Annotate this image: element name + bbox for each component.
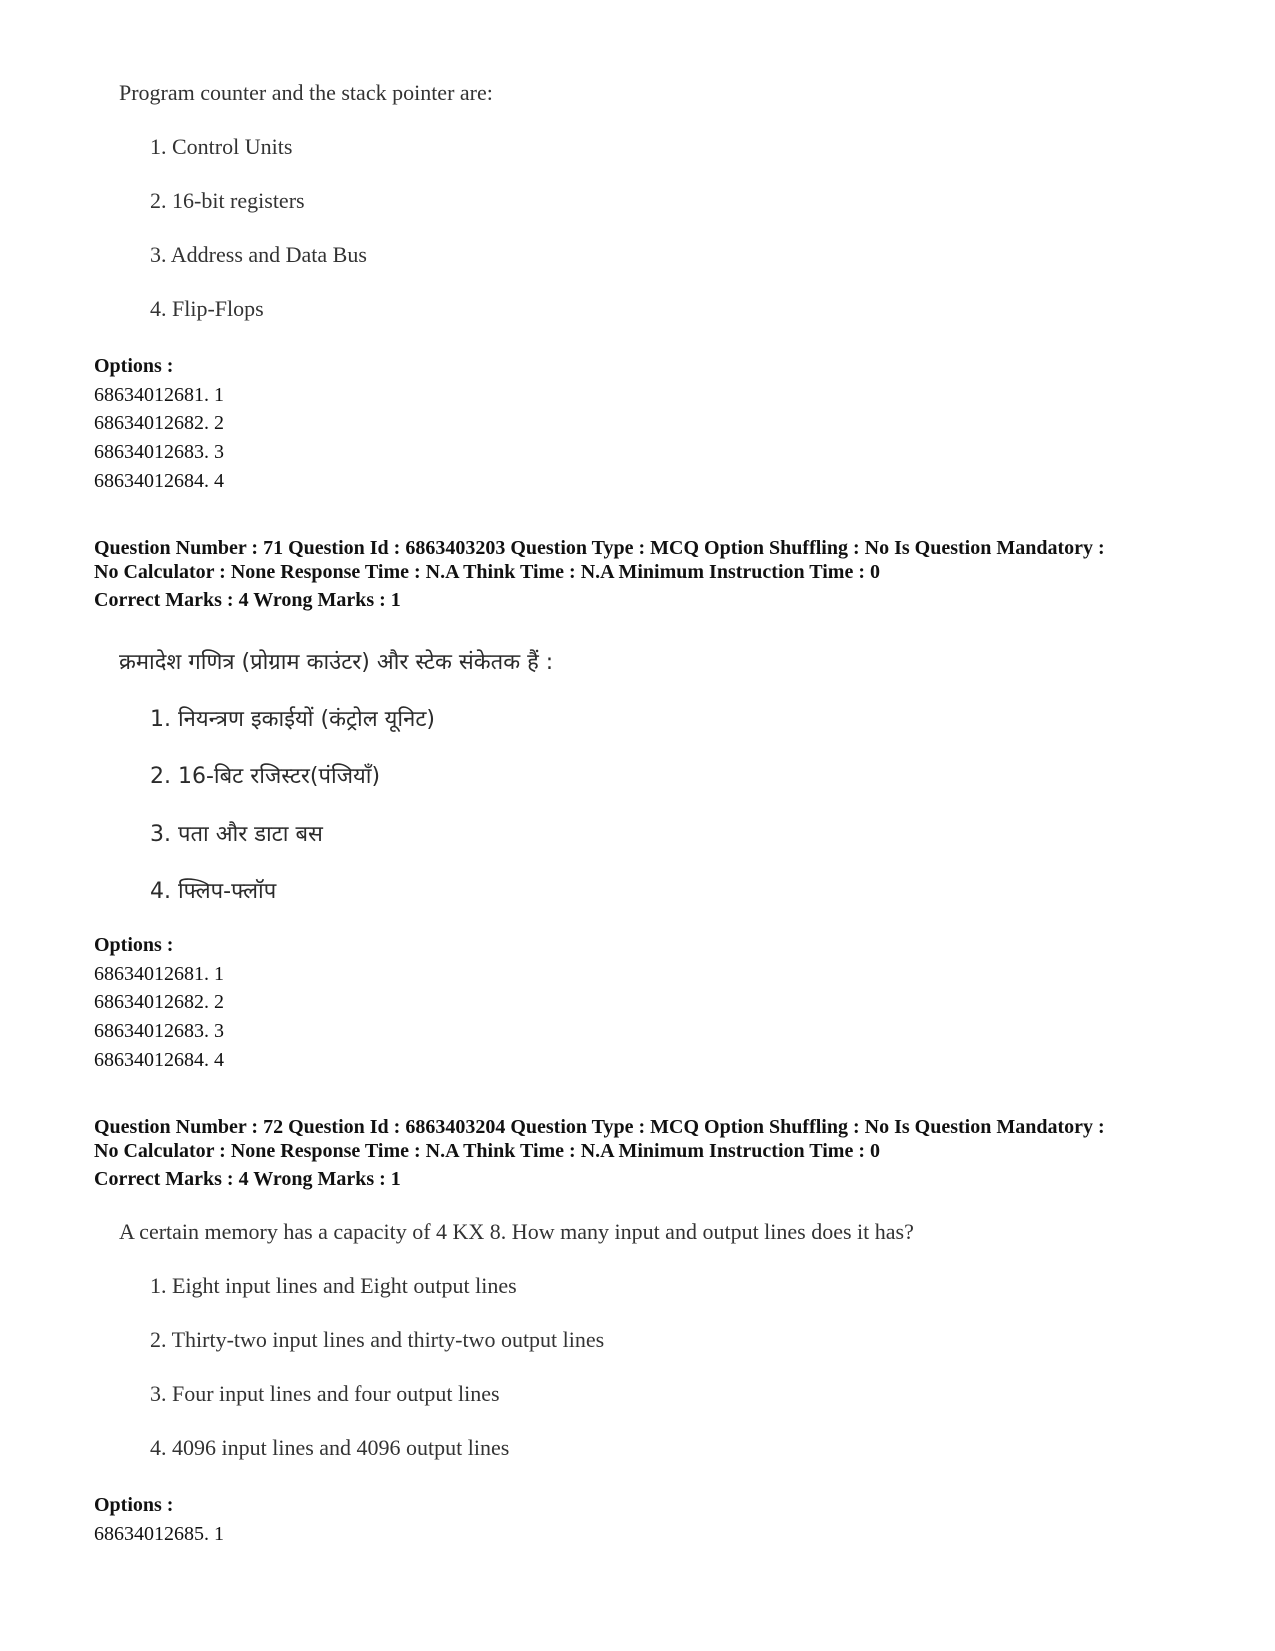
marks-line: Correct Marks : 4 Wrong Marks : 1 (94, 1168, 401, 1190)
option-line: 68634012682. 2 (94, 412, 224, 434)
choice-item: 4. Flip-Flops (150, 296, 264, 321)
options-label: Options : (94, 934, 174, 956)
question-stem: Program counter and the stack pointer are: (119, 80, 493, 105)
option-line: 68634012681. 1 (94, 963, 224, 985)
question-meta: No Calculator : None Response Time : N.A Think Time : N.A Minimum Instruction Time : 0 (94, 1140, 880, 1162)
marks-line: Correct Marks : 4 Wrong Marks : 1 (94, 589, 401, 611)
question-meta: Question Number : 72 Question Id : 6863403204 Question Type : MCQ Option Shuffling : No Is Question Mandatory : (94, 1116, 1105, 1138)
question-meta: No Calculator : None Response Time : N.A Think Time : N.A Minimum Instruction Time : 0 (94, 561, 880, 583)
choice-item: 4. 4096 input lines and 4096 output lines (150, 1435, 510, 1460)
option-line: 68634012681. 1 (94, 384, 224, 406)
choice-item: 1. नियन्त्रण इकाईयों (कंट्रोल यूनिट) (150, 707, 436, 732)
options-label: Options : (94, 1494, 174, 1516)
option-line: 68634012684. 4 (94, 470, 224, 492)
option-line: 68634012682. 2 (94, 991, 224, 1013)
question-stem: क्रमादेश गणित्र (प्रोग्राम काउंटर) और स्टेक संकेतक हैं : (119, 650, 554, 675)
question-meta: Question Number : 71 Question Id : 6863403203 Question Type : MCQ Option Shuffling : No Is Question Mandatory : (94, 537, 1105, 559)
options-label: Options : (94, 355, 174, 377)
option-line: 68634012683. 3 (94, 1020, 224, 1042)
choice-item: 4. फ्लिप-फ्लॉप (150, 879, 277, 904)
choice-item: 3. पता और डाटा बस (150, 822, 323, 847)
choice-item: 2. 16-bit registers (150, 188, 305, 213)
option-line: 68634012683. 3 (94, 441, 224, 463)
choice-item: 2. Thirty-two input lines and thirty-two output lines (150, 1327, 605, 1352)
question-stem: A certain memory has a capacity of 4 KX 8. How many input and output lines does it has? (119, 1219, 914, 1244)
choice-item: 3. Address and Data Bus (150, 242, 367, 267)
choice-item: 1. Control Units (150, 134, 293, 159)
option-line: 68634012684. 4 (94, 1049, 224, 1071)
choice-item: 2. 16-बिट रजिस्टर(पंजियाँ) (150, 764, 381, 789)
choice-item: 1. Eight input lines and Eight output lines (150, 1273, 517, 1298)
option-line: 68634012685. 1 (94, 1523, 224, 1545)
choice-item: 3. Four input lines and four output lines (150, 1381, 500, 1406)
